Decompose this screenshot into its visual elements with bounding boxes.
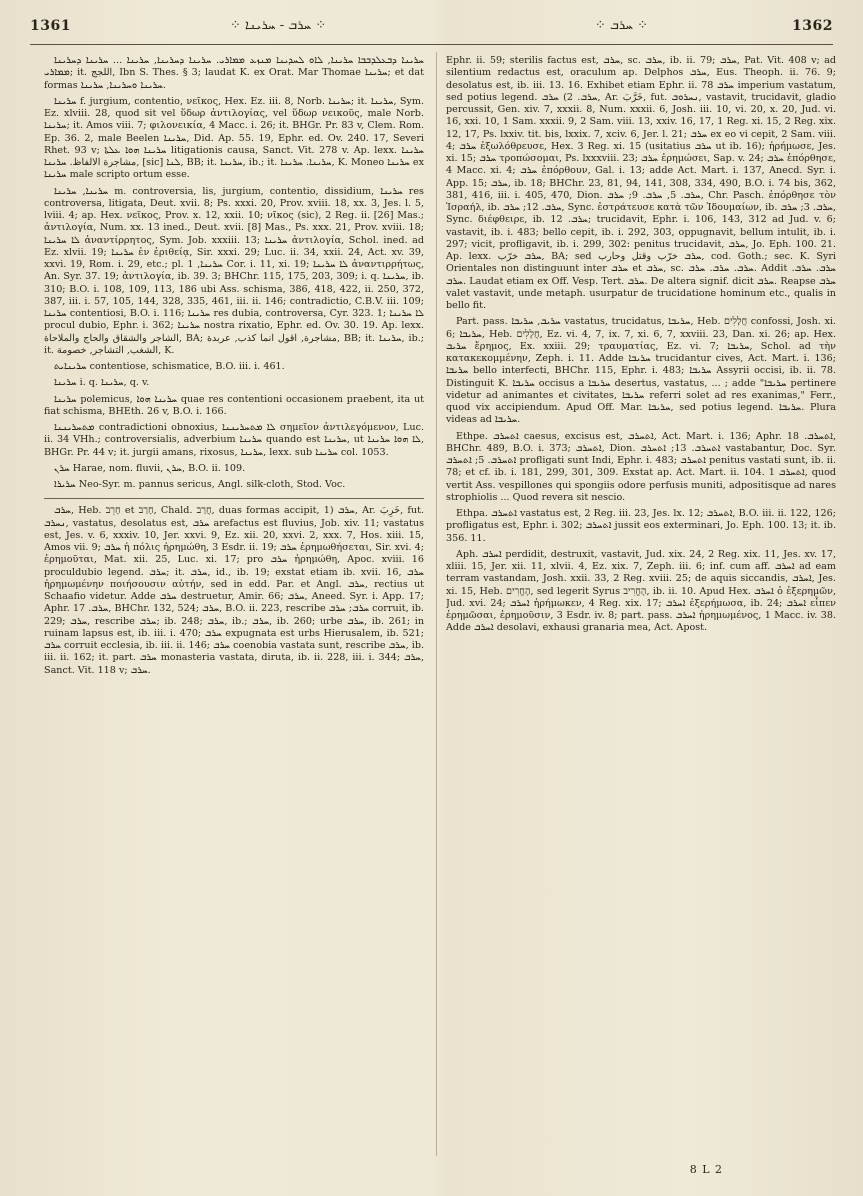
entry-paragraph: ܚܪܝܢܐ ܕܒܥܠܕܒܒܐ ܚܪܝܢܐ, ܠܐܘ ܠܚܕܝܢܐ ܡܢܙܥ ܡܡܐܪܝ. ܚܪܝܢܐ ܕܚܪܝܢܐ, ܚܪܝܢܐ ... ܚܪܝܢܐ ܕܚܪܝܢܐ ܡܡܐܪܝ; it. اللجج, Ibn S. Thes. § 3; laudat K. ex Orat. Mar Thomae ܚܪܝܢܐ; et dat formas ܚܪܝܢܐ ܘܚܪܝܢܐ, ܚܪܝܢܐ.	[44, 55, 424, 91]
page-header	[30, 16, 833, 40]
right-page-number: 1362	[792, 18, 833, 34]
entry-paragraph: ܚܪܝܢܐ polemicus, ܚܪܝܢܐ ܗܘܐ quae res contentioni occasionem praebent, ita ut fiat schisma, BHEth. 26 v, B.O. i. 166.	[44, 393, 424, 417]
entry-paragraph: ܚܪܝܢܐܝܬ contentiose, schismatice, B.O. iii. i. 461.	[54, 361, 285, 372]
entry-paragraph: ܚܪܝܢܐ f. jurgium, contentio, νεῖκος, Hex. Ez. iii. 8, Norb. ܚܪܝܢܐ; it. ܚܪܝܢܐ, Sym. Ez. xlviii. 28, quod sit vel ὕδωρ ἀντιλογίας, vel ὕδωρ νεικοῦς, male Norb. ܚܪܝܢܐ; it. Amos viii. 7; φιλονεικία, 4 Macc. i. 26; it. BHGr. Pr. 83 v, Clem. Rom. Ep. 36. 2, male Beelen ܚܪܝܢܐ, Did. Ap. 55. 19, Ephr. ed. Ov. 240. 17, Severi Rhet. 93 v; ܚܪܝܢܐ ܗܘܐ ܥܠܬܐ litigationis causa, Sanct. Vit. 278 v. Ap. lexx. ܚܪܝܢܐ مشاجرة الالفاظ. ܚܪܝܢܐ, [sic] ܠܢܐ, BB; it. ܚܪܝܢܐ, ib.; it. ܚܪܝܢܐ. ܚܪܝܢܐ, K. Moneo ܚܪܝܢܐ ex ܚܪܝܢܐ male scripto ortum esse.	[44, 95, 424, 181]
entry-paragraph: ܚܪܝܪܐ Neo-Syr. m. pannus sericus, Angl. silk-cloth, Stod. Voc.	[54, 479, 346, 490]
column-gutter-rule	[436, 52, 437, 1156]
left-page-number: 1361	[30, 18, 71, 34]
signature-mark: 8 L 2	[689, 1163, 723, 1176]
entry-paragraph: ܚܪܝܢܐ, ܚܪܝܢܐ m. controversia, lis, jurgium, contentio, dissidium, ܚܪܝܢܐ res controversa, litigata, Deut. xvii. 8; Ps. xxxi. 20, Prov. xviii. 18, xx. 3, Jes. l. 5, lviii. 4; ap. Hex. νεῖκος, Prov. x. 12, xxii. 10; νῖκος (sic), 2 Reg. ii. [26] Mas.; ἀντιλογία, Num. xx. 13 ined., Deut. xvii. [8] Mas., Ps. xxx. 21, Prov. xviii. 18; ܠܐ ܚܪܝܢܐ ἀναντίρρητος, Sym. Job. xxxiii. 13; ܚܪܝܢܐ ἀντιλογία, Schol. ined. ad Ez. xlvii. 19; ܚܪܝܢܐ ἐν ἐριθείᾳ, Sir. xxxi. 29; Luc. ii. 34, xxii. 24, Act. xv. 39, xxvi. 19, Rom. i. 29, etc.; pl. ܚܪܝܢܐ, 1 Cor. i. 11, xi. 19; ܠܐ ܚܪܝܢܐ ἀναντιρρήτως, An. Syr. 37. 19; ἀντιλογία, ib. 39. 3; BHChr. 115, 175, 203, 309; i. q. ܚܪܝܢܐ, ib. 310; B.O. i. 108, 109, 113, 186 ubi Ass. schisma, 386, 418, 422, ii. 250, 372, 387, iii. i. 57, 105, 144, 328, 335, 461, iii. ii. 146; contradictio, C.B.V. iii. 109; ܚܪܝܢܐ contentiosi, B.O. i. 116; ܚܪܝܢܐ res dubia, controversa, Cyr. 323. 1; ܠܐ ܚܪܝܢܐ procul dubio, Ephr. i. 362; ܚܪܝܢܐ nostra rixatio, Ephr. ed. Ov. 30. 19. Ap. lexx. الشاجر والشقاق والحاج والملاحاة, BA; مشاجرة, اقول انما كذب, عربدة, BB; it. ܚܪܝܢܐ, ib.; it. الشغب, التشاجر, خصومة, K.	[44, 185, 424, 356]
entry-paragraph: Ephr. ii. 59; sterilis factus est, ܚܪܒ, sc. ܚܪܒ, ib. ii. 79; ܚܪܒ, Pat. Vit. 408 v; ad silentium redactus est, oraculum ap. Delphos ܚܪܒ, Eus. Theoph. ii. 76. 9; desolatus est, ib. iii. 13. 16. Exhibet etiam Ephr. ii. 78 ܚܪܒ imperium vastatum, sed potius legend. ܚܪܒ. 2) ܚܪܒ, Ar. خَرَّبَ, fut. ܢܚܪܘܒ, vastavit, trucidavit, gladio percussit, Gen. xiv. 7, xxxii. 8, Num. xxxii. 6, Josh. iii. 10, vi. 20, x. 20, Jud. vi. 16, xxi. 10, 1 Sam. xxxii. 9, 2 Sam. viii. 13, xxiv. 16, 17, 1 Reg. xi. 15, 2 Reg. xix. 12, 17, Ps. lxxiv. tit. bis, lxxix. 7, xciv. 6, Jer. l. 21; ܚܪܒ ex eo vi cepit, 2 Sam. viii. 4; ܚܪܒ ἐξωλόθρευσε, Hex. 3 Reg. xi. 15 (usitatius ܚܪܒ ut ib. 16); ἠρήμωσε, Jes. xi. 15; ܚܪܒ τροπώσομαι, Ps. lxxxviii. 23; ܚܪܒ ἐρημώσει, Sap. v. 24; ܚܪܒ ἐπόρθησε, 4 Macc. xi. 4; ܚܪܒ ἐπόρθουν, Gal. i. 13; adde Act. Mart. i. 137, Anecd. Syr. i. App. 15; ܚܪܒ, ib. 18; BHChr. 23, 81, 94, 141, 308, 334, 490, B.O. i. 74 bis, 362, 381, 416, iii. i. 405, 470, Dion. ܚܪܒ. 5, ܚܪܒ. 9; ܚܪܒ, Chr. Pasch. ἐπόρθησε τὸν Ἰσραήλ, ib. ܚܪܒ. 12; ܚܪܒ, Sync. ἐστράτευσε κατὰ τῶν Ἰδουμαίων, ib. ܚܪܒ. 3; ܚܪܒ, Sync. διέφθειρε, ib. ܚܪܒ. 12; trucidavit, Ephr. i. 106, 143, 312 ad Jud. v. 6; vastavit, ib. i. 483; bello cepit, ib. i. 292, 303, oppugnavit, bellum intulit, ib. i. 297; vicit, profligavit, ib. i. 299, 302: penitus trucidavit, ܚܪܒ, Jo. Eph. 100. 21. Ap. lexx. ܚܪܒ خرّب, BA; sed ܚܪܒ خرّب وقتل وحارب, cod. Goth.; sec. K. Syri Orientales non distinguunt inter ܚܪܒ et ܚܪܒ, sc. ܚܪܒ. ܚܪܒ. ܚܪܒ. Addit ܚܪܒ. ܚܪܒ. ܚܪܒ. Laudat etiam ex Off. Vesp. Tert. ܚܪܒ. De altera signif. dicit ܚܪܒ. Reapse ܚܪܒ valet vastavit, unde metaph. usurpatur de trucidatione hominum etc., qualis in bello fit.	[446, 55, 836, 311]
entry-paragraph: Ethpe. ܐܬܚܪܒ caesus, excisus est, ܐܬܚܪܒ, Act. Mart. i. 136; Aphr. ܐܬܚܪܒ. 18, BHChr. 489, B.O. i. 373; ܐܬܚܪܒ, Dion. ܐܬܚܪܒ. 13; ܐܬܚܪܒ vastabantur, Doc. Syr. ܐܬܚܪܒ. 5; ܐܬܚܪܒ profligati sunt Indi, Ephr. i. 483; ܐܬܚܪܒ penitus vastati sunt, ib. ii. 78; et cf. ib. i. 181, 299, 301, 309. Exstat ap. Act. Mart. ii. 104. 1 ܐܬܚܪܒ, quod vertit Ass. vespillones qui spongiis odore perfusis muniti, adpositisque ad nares strophiolis ... Quod revera sit nescio.	[446, 430, 836, 503]
right-running-head: ⁘ ܚܪܒ ⁘	[594, 18, 648, 33]
entry-paragraph: ܚܪܝܢܐ i. q. ܚܪܝܢܐ, q. v.	[54, 377, 150, 389]
right-column	[446, 55, 836, 1155]
entry-paragraph: Ethpa. ܐܬܚܪܒ vastatus est, 2 Reg. iii. 23, Jes. lx. 12; ܐܬܚܪܒ, B.O. iii. ii. 122, 126; profligatus est, Ephr. i. 302; ܐܬܚܪܒ jussit eos exterminari, Jo. Eph. 100. 13; it. ib. 356. 11.	[446, 508, 836, 544]
header-rule	[30, 44, 833, 45]
left-running-head: ⁘ ܚܪܒ - ܚܪܝܢܐ ⁘	[230, 18, 327, 33]
entry-paragraph: Part. pass. ܚܪܝܒ, ܚܪܝܒܐ vastatus, trucidatus, ܚܪܝܒܐ, Heb. חֲלָלִים confossi, Josh. xi. 6; ܚܪܝܒܐ, Heb. חֲלָלִים, Ez. vi. 4, 7, ix. 7, xi. 6, 7, xxviii. 23, Dan. xi. 26; ap. Hex. ܚܪܝܒ ἔρημος, Ex. xxiii. 29; τραυματίας, Ez. vi. 7; ܚܪܝܒܐ, Schol. ad τὴν κατακεκομμένην, Zeph. i. 11. Adde ܚܪܝܒܐ trucidantur cives, Act. Mart. i. 136; ܚܪܝܒܐ bello interfecti, BHChr. 115, Ephr. i. 483; ܚܪܝܒܐ Assyrii occisi, ib. ii. 78. Distinguit K. ܚܪܝܒܐ occisus a ܚܪܝܒܐ desertus, vastatus, ... ; adde "ܚܪܝܒܐ pertinere videtur ad animantes et civitates, ܚܪܝܒܐ referri solet ad res exanimas," Ferr., quod vix accipiendum. Apud Off. Mar. ܚܪܝܒܐ, sed potius legend. ܚܪܝܒܐ. Plura videas ad ܚܪܝܒܐ.	[446, 316, 836, 426]
entry-paragraph: Aph. ܐܚܪܒ perdidit, destruxit, vastavit, Jud. xix. 24, 2 Reg. xix. 11, Jes. xv. 17, xliii. 15, Jer. xii. 11, xlvii. 4, Ez. xix. 7, Zeph. iii. 6; inf. cum aff. ܐܚܪܒ ad eam terram vastandam, Josh. xxii. 33, 2 Reg. xviii. 25; de aquis siccandis, ܐܚܪܒ, Jes. xi. 15, Heb. הֶחֱרִים, sed legerit Syrus הֶחֱרִיב, ib. ii. 10. Apud Hex. ܐܚܪܒ ὁ ἐξερημῶν, Jud. xvi. 24; ܐܚܪܒ ἠρήμωκεν, 4 Reg. xix. 17; ܐܚܪܒ ἐξερήμωσα, ib. 24; ܐܚܪܒ εἶπεν ἐρημῶσαι, ἐρημοῦσιν, 3 Esdr. iv. 8; part. pass. ܐܚܪܒ ἠρημωμένος, 1 Macc. iv. 38. Adde ܐܚܪܒ desolavi, exhausi granaria mea, Act. Apost.	[446, 548, 836, 634]
entry-paragraph: ܚܪܒ, Heb. חָרֵב et חָרַב, Chald. חֲרַב, duas formas accipit, 1) ܚܪܒ, Ar. خَرِبَ, fut. ܢܚܪܒ, vastatus, desolatus est, ܚܪܒ arefactus est fluvius, Job. xiv. 11; vastatus est, Jes. v. 6, xxxiv. 10, Jer. xxvi. 9, Ez. xii. 20, xxvi. 2, xxx. 7, Hos. xiii. 15, Amos vii. 9; ܚܪܒ ἡ πόλις ἠρημώθη, 3 Esdr. ii. 19; ܚܪܒ ἐρημωθήσεται, Sir. xvi. 4; ἐρημοῦται, Mat. xii. 25, Luc. xi. 17; pro ܚܪܒ ἠρημώθη, Apoc. xviii. 16 proculdubio legend. ܚܪܒ; it. ܚܪܒ, id., ib. 19; exstat etiam ib. xvii. 16, ܚܪܒ ἠρημωμένην ποιήσουσιν αὐτήν, sed in edd. Par. et Angl. ܚܪܒ, rectius ut Schaafio videtur. Adde ܚܪܒ destruetur, Amir. 66; ܚܪܒ, Aneed. Syr. i. App. 17; Aphr. ܚܪܒ. 17, BHChr. 132, 524; ܚܪܒ, B.O. ii. 223, rescribe ܚܪܒ; ܚܪܒ corruit, ib. 229; ܚܪܒ, rescribe ܚܪܒ; ib. 248; ܚܪܒ, ib.; ܚܪܒ, ib. 260; urbe ܚܪܒ, ib. 261; in ruinam lapsus est, ib. iii. i. 470; ܚܪܒ expugnata est urbs Hierusalem, ib. 521; ܚܪܒ corruit ecclesia, ib. iii. ii. 146; ܚܪܒ coenobia vastata sunt, rescribe ܚܪܒ, ib. iii. ii. 162; it. part. ܚܪܒ monasteria vastata, diruta, ib. ii. 228, iii. i. 344; ܚܪܒ, Sanct. Vit. 118 v; ܚܪܒ.	[44, 505, 424, 676]
entry-paragraph: ܡܬܚܪܝܢܢܐ contradictioni obnoxius, ܠܐ ܡܬܚܪܝܢܢܐ σημεῖον ἀντιλεγόμενον, Luc. ii. 34 VHh.; controversialis, adverbium ܚܪܝܢܐ quando est ܚܪܝܢܐ, ut ܠܐ ܗܘܐ ܚܪܝܢܐ, BHGr. Pr. 44 v; it. jurgii amans, rixosus, ܚܪܝܢܐ, lexx. sub ܚܪܝܢܐ col. 1053.	[44, 422, 424, 458]
entry-paragraph: ܚܪܢ Harae, nom. fluvii, ܚܪܢ, B.O. ii. 109.	[54, 462, 246, 474]
left-column	[44, 55, 424, 1155]
section-divider	[44, 498, 424, 499]
